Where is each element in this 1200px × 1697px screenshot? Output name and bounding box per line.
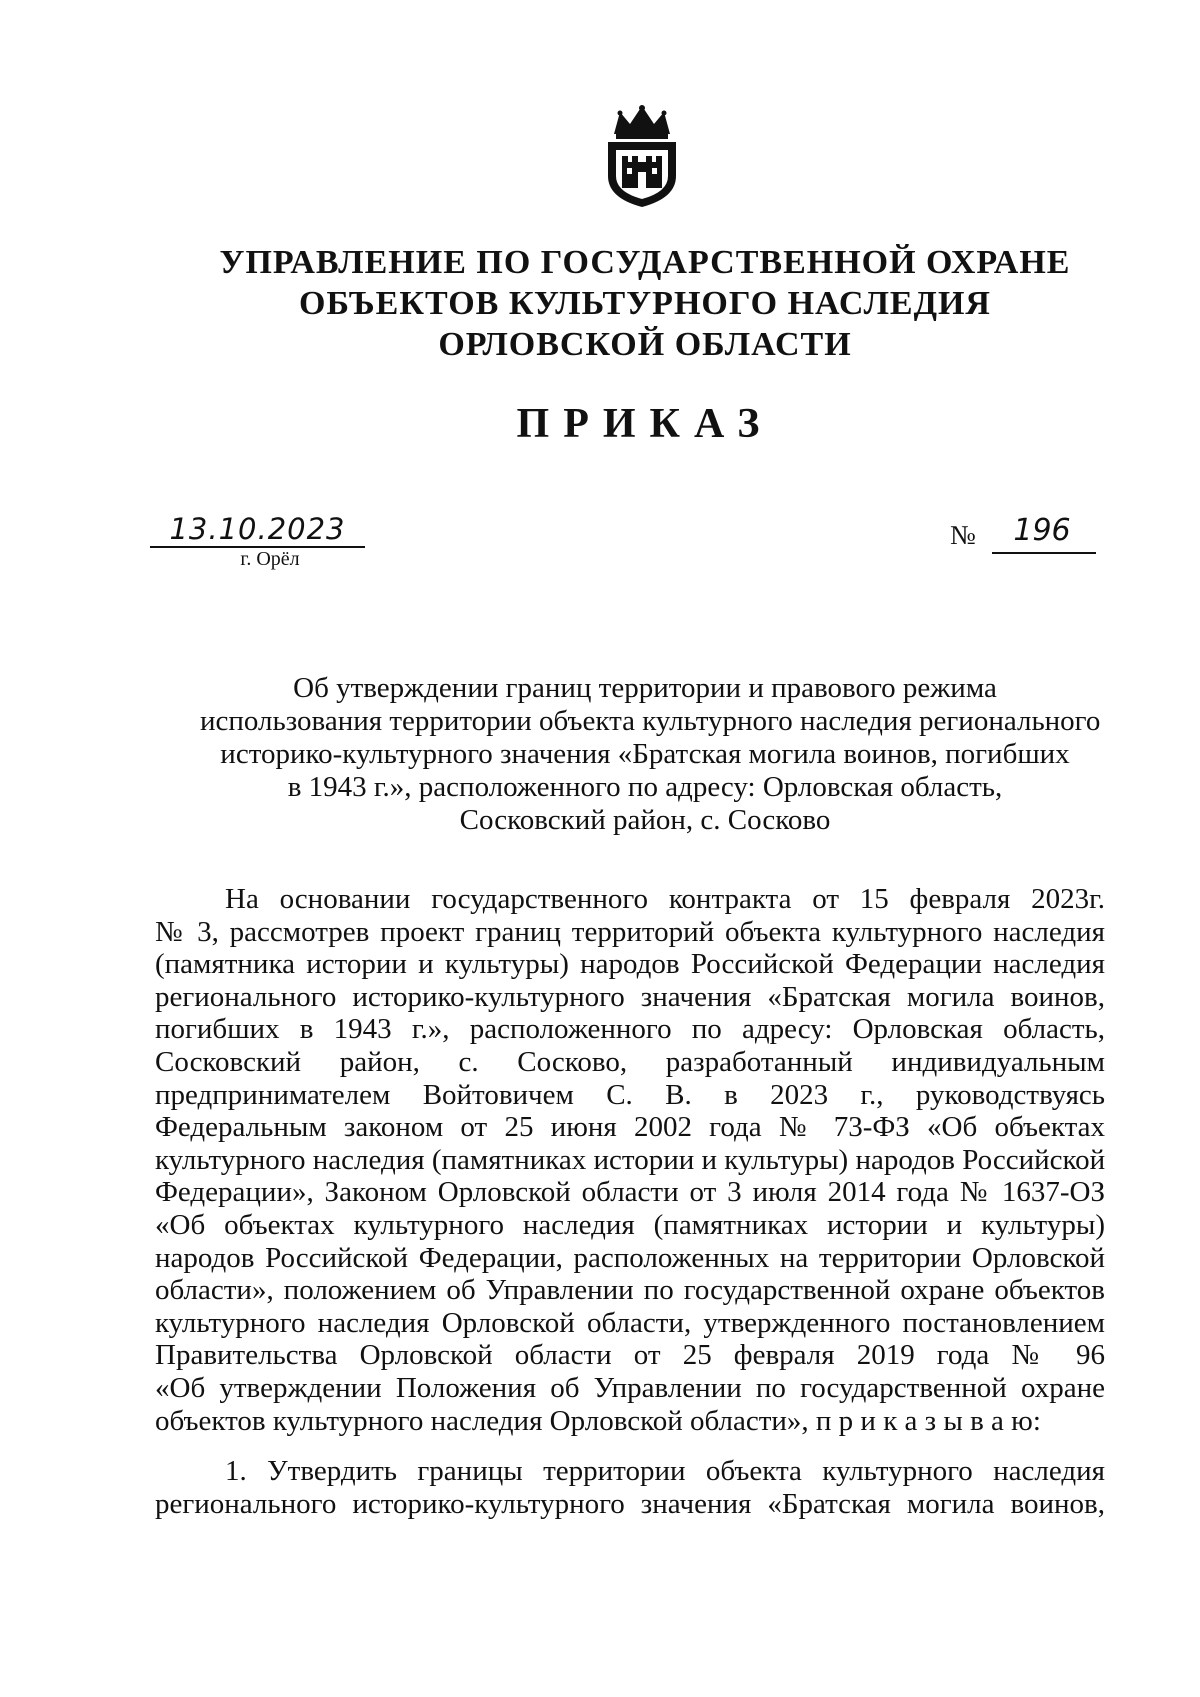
subject-line: Сосковский район, с. Сосково xyxy=(459,804,831,836)
number-sign: № xyxy=(950,520,976,550)
document-body xyxy=(155,883,1105,1520)
paragraph-gap xyxy=(155,1437,1105,1455)
document-number: 196 xyxy=(1013,513,1071,548)
subject-line: в 1943 г.», расположенного по адресу: Орловская область, xyxy=(287,771,1003,803)
body-line: народов Российской Федерации, расположенных на территории Орловской xyxy=(155,1241,1105,1274)
agency-line: УПРАВЛЕНИЕ ПО ГОСУДАРСТВЕННОЙ ОХРАНЕ xyxy=(219,244,1071,281)
body-line: культурного наследия Орловской области, утвержденного постановлением xyxy=(155,1306,1105,1339)
agency-line: ОРЛОВСКОЙ ОБЛАСТИ xyxy=(438,326,852,363)
subject-line: использования территории объекта культурного наследия регионального xyxy=(200,705,1101,737)
body-line: погибших в 1943 г.», расположенного по адресу: Орловская область, xyxy=(155,1013,1105,1046)
body-line: предпринимателем Войтовичем С. В. в 2023 г., руководствуясь xyxy=(155,1078,1105,1111)
subject-line: Об утверждении границ территории и правового режима xyxy=(293,672,997,704)
document-date-block xyxy=(150,512,365,571)
item-line: регионального историко-культурного значения «Братская могила воинов, xyxy=(155,1487,1105,1520)
document-type: ПРИКАЗ xyxy=(516,401,774,447)
body-line: «Об утверждении Положения об Управлении по государственной охране xyxy=(155,1371,1105,1404)
document-date: 13.10.2023 xyxy=(169,512,346,546)
body-line: Федерации», Законом Орловской области от 3 июля 2014 года № 1637-ОЗ xyxy=(155,1176,1105,1209)
subject-line: историко-культурного значения «Братская могила воинов, погибших xyxy=(220,738,1070,770)
body-line: объектов культурного наследия Орловской области», п р и к а з ы в а ю: xyxy=(155,1404,1041,1437)
body-line: Федеральным законом от 25 июня 2002 года № 73-ФЗ «Об объектах xyxy=(155,1111,1105,1144)
agency-name xyxy=(150,242,1140,365)
body-line: «Об объектах культурного наследия (памятниках истории и культуры) xyxy=(155,1208,1105,1241)
number-underline xyxy=(992,552,1096,554)
item-line: 1. Утвердить границы территории объекта культурного наследия xyxy=(225,1455,1105,1488)
agency-line: ОБЪЕКТОВ КУЛЬТУРНОГО НАСЛЕДИЯ xyxy=(299,285,991,322)
body-line: регионального историко-культурного значения «Братская могила воинов, xyxy=(155,980,1105,1013)
coat-of-arms-icon xyxy=(600,104,684,208)
document-subject xyxy=(200,672,1101,837)
body-line: Правительства Орловской области от 25 февраля 2019 года № 96 xyxy=(155,1339,1105,1372)
body-line: культурного наследия (памятниках истории и культуры) народов Российской xyxy=(155,1143,1106,1176)
body-line: (памятника истории и культуры) народов Российской Федерации наследия xyxy=(155,948,1105,981)
body-line: № 3, рассмотрев проект границ территорий объекта культурного наследия xyxy=(155,915,1105,948)
body-line: области», положением об Управлении по государственной охране объектов xyxy=(155,1274,1105,1307)
document-city: г. Орёл xyxy=(240,548,300,570)
body-line: На основании государственного контракта от 15 февраля 2023г. xyxy=(225,883,1105,915)
body-line: Сосковский район, с. Сосково, разработанный индивидуальным xyxy=(155,1045,1105,1078)
